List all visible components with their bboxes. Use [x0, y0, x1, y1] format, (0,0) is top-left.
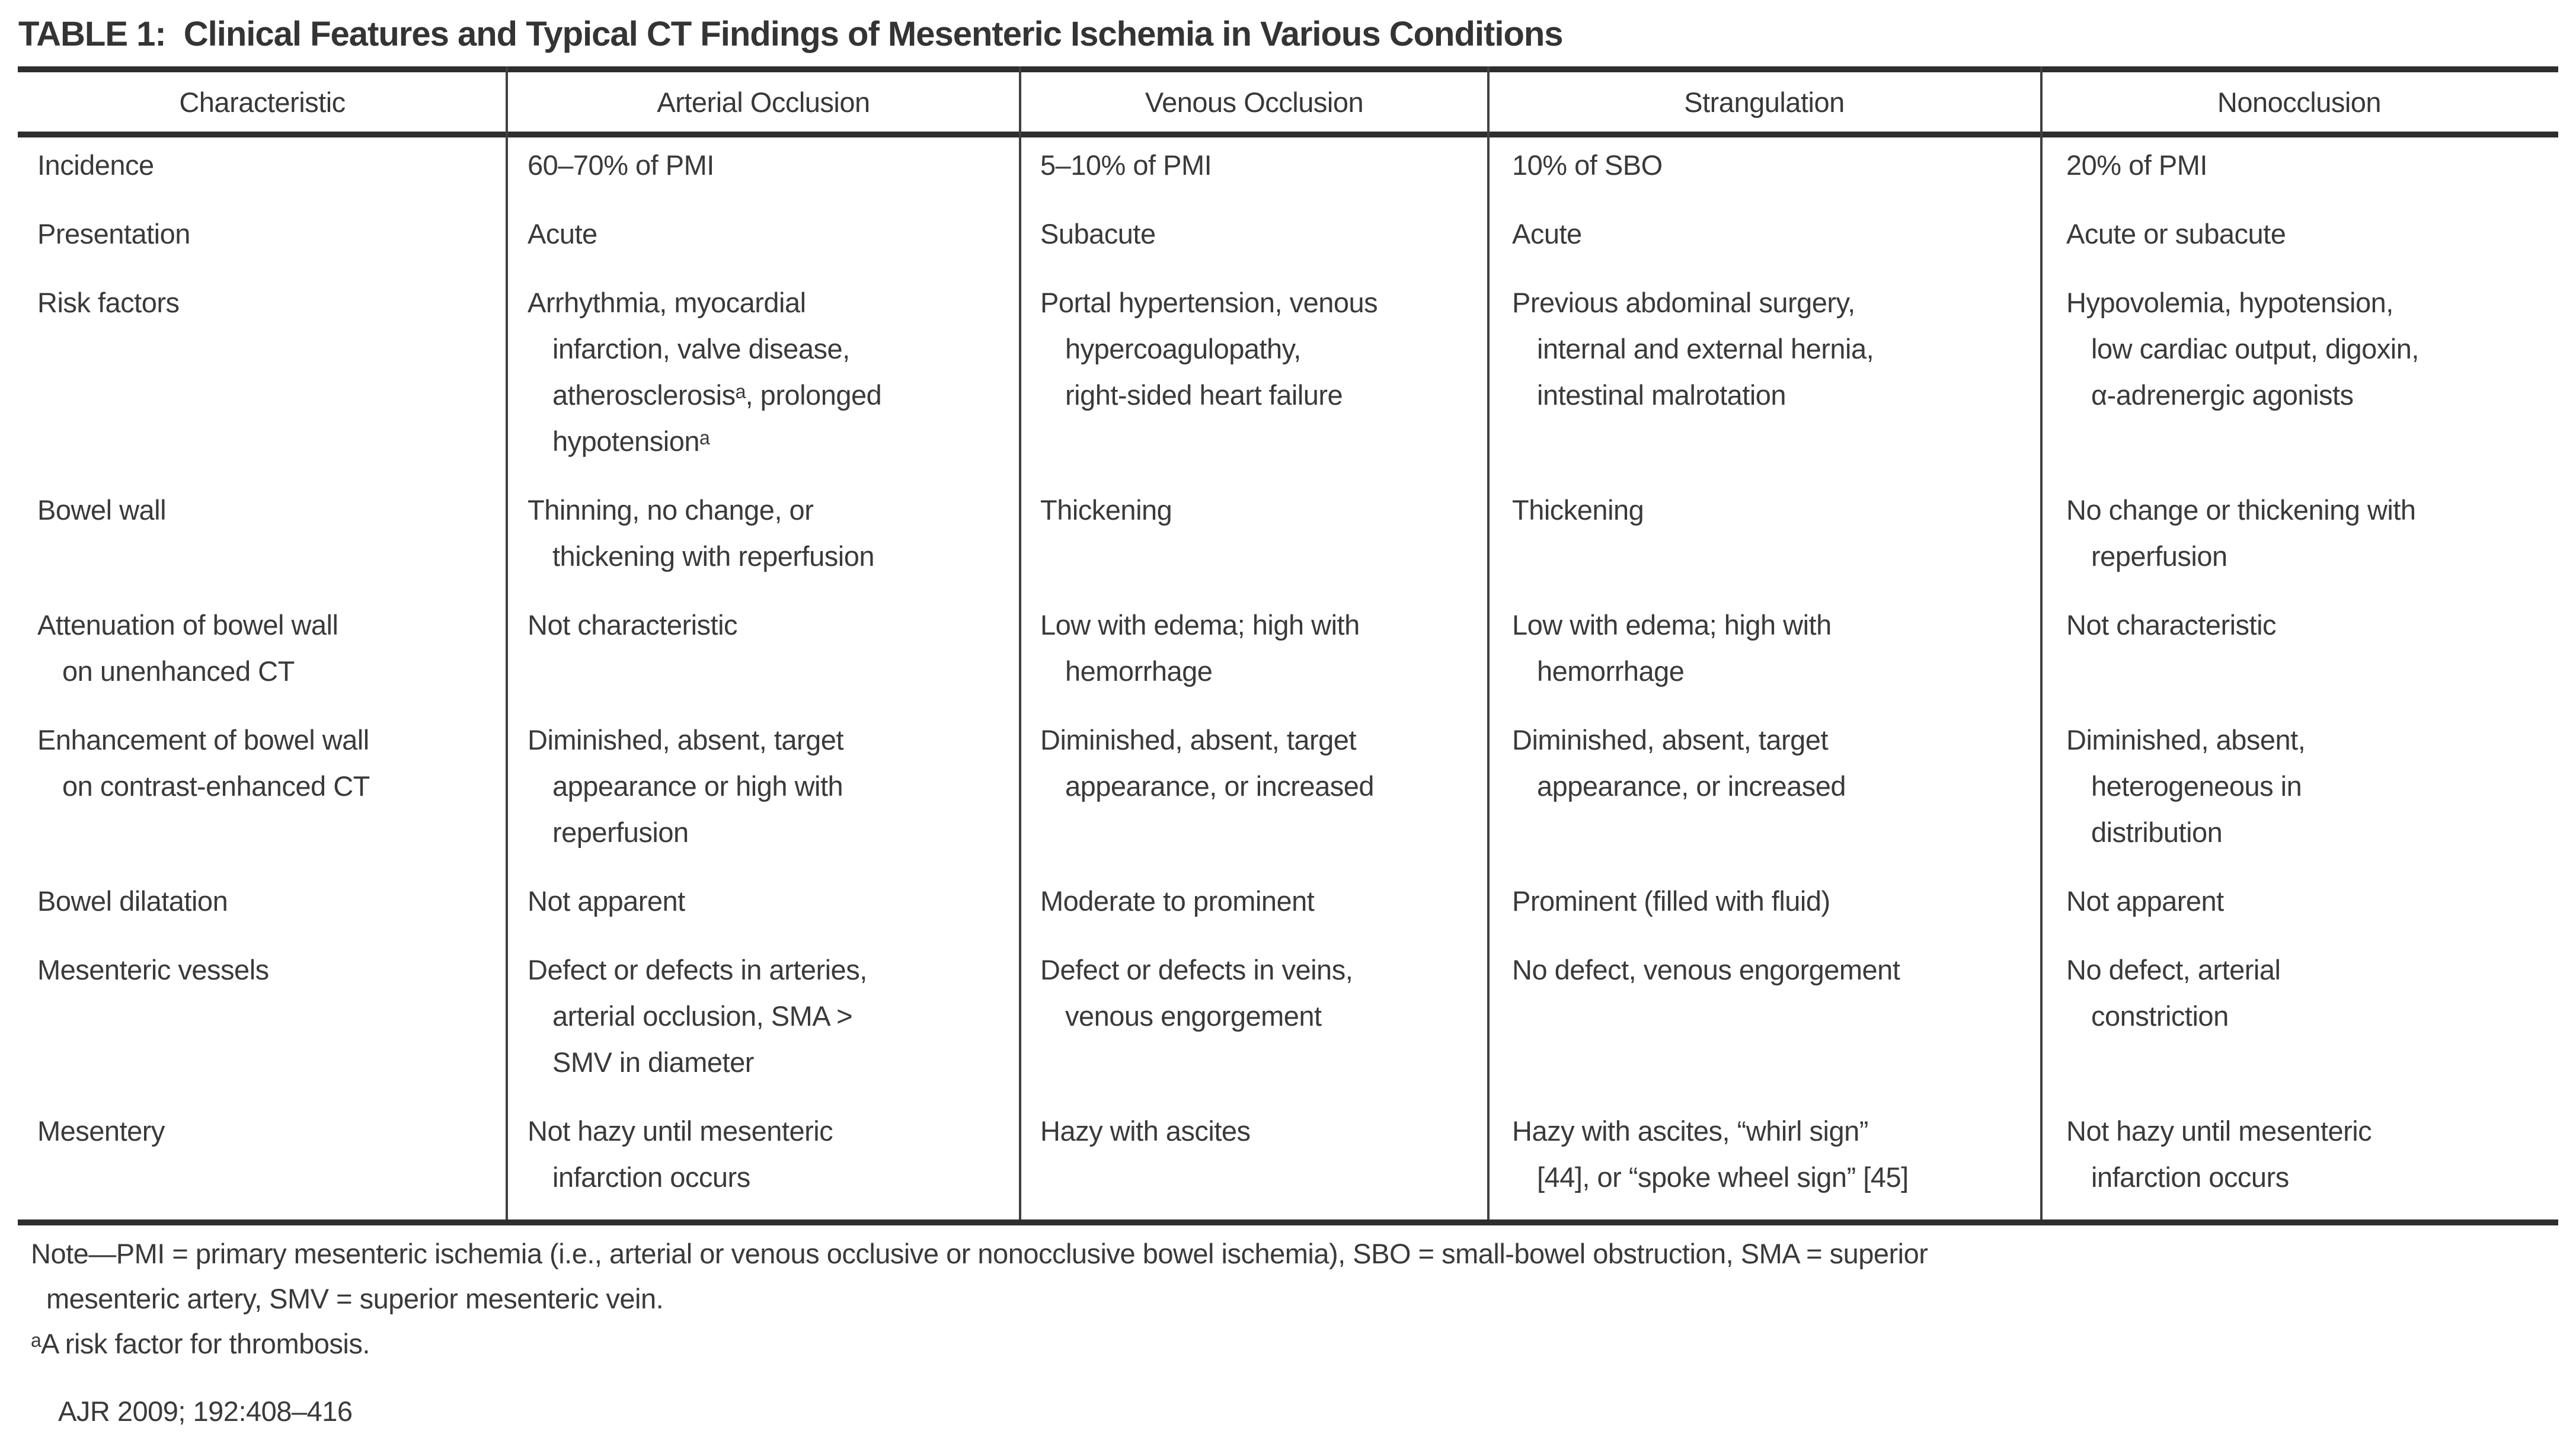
table-header-row [18, 72, 2558, 132]
table-row-mesenteric-vessels [18, 947, 2558, 1086]
table-cell: Moderate to prominent [1040, 885, 1315, 917]
table-cell: 60–70% of PMI [528, 149, 714, 181]
table-title-text: Clinical Features and Typical CT Findings of Mesenteric Ischemia in Various Conditions [183, 15, 1563, 53]
table-cell: 20% of PMI [2066, 149, 2207, 181]
table-cell: Diminished, absent, target appearance, or increased [1512, 724, 1846, 802]
column-header-arterial-occlusion: Arterial Occlusion [657, 86, 870, 118]
table-body [18, 142, 2558, 1223]
table-cell: Thinning, no change, or thickening with reperfusion [528, 494, 874, 572]
table-cell: Not apparent [2066, 885, 2224, 917]
column-header-characteristic: Characteristic [179, 86, 346, 118]
row-label: Mesenteric vessels [37, 954, 269, 985]
table-cell: Low with edema; high with hemorrhage [1512, 609, 1832, 687]
bottom-rule-divider [18, 1219, 2558, 1225]
column-header-strangulation: Strangulation [1684, 86, 1845, 118]
table-row-attenuation [18, 602, 2558, 694]
table-cell: Defect or defects in veins, venous engorgement [1040, 954, 1353, 1032]
table-cell: Arrhythmia, myocardial infarction, valve disease, atherosclerosisᵃ, prolonged hypotensionᵃ [528, 287, 882, 457]
table-cell: Thickening [1040, 494, 1172, 526]
table-cell: Previous abdominal surgery, internal and external hernia, intestinal malrotation [1512, 287, 1874, 411]
table-cell: Acute [528, 218, 597, 249]
table-row-incidence [18, 142, 2558, 188]
table-cell: No defect, venous engorgement [1512, 954, 1900, 985]
table-cell: Thickening [1512, 494, 1644, 526]
top-rule-divider [18, 66, 2558, 72]
column-header-venous-occlusion: Venous Occlusion [1145, 86, 1364, 118]
table-cell: Subacute [1040, 218, 1156, 249]
table-cell: Low with edema; high with hemorrhage [1040, 609, 1360, 687]
table-cell: Not hazy until mesenteric infarction occurs [2066, 1115, 2372, 1193]
table-cell: Diminished, absent, heterogeneous in distribution [2066, 724, 2306, 848]
table-number-label: TABLE 1: [18, 15, 166, 53]
table-cell: Hazy with ascites, “whirl sign” [44], or “spoke wheel sign” [45] [1512, 1115, 1909, 1193]
table-cell: Acute [1512, 218, 1582, 249]
table-cell: No defect, arterial constriction [2066, 954, 2281, 1032]
table-row-risk-factors [18, 280, 2558, 465]
row-label: Attenuation of bowel wall on unenhanced CT [37, 609, 338, 687]
row-label: Bowel dilatation [37, 885, 228, 917]
journal-citation: AJR 2009; 192:408–416 [58, 1395, 353, 1427]
row-label: Presentation [37, 218, 190, 249]
table-row-bowel-dilatation [18, 878, 2558, 924]
row-label: Enhancement of bowel wall on contrast-enhanced CT [37, 724, 370, 802]
table-row-bowel-wall [18, 487, 2558, 580]
table-cell: Not apparent [528, 885, 685, 917]
table-cell: Diminished, absent, target appearance or high with reperfusion [528, 724, 844, 848]
row-label: Mesentery [37, 1115, 165, 1147]
table-cell: Not hazy until mesenteric infarction occurs [528, 1115, 833, 1193]
row-label: Bowel wall [37, 494, 167, 526]
header-rule-divider [18, 132, 2558, 137]
notes-section [31, 1231, 1928, 1434]
table-title [18, 14, 1563, 54]
table-row-presentation [18, 211, 2558, 257]
table-row-mesentery [18, 1108, 2558, 1201]
table-cell: 10% of SBO [1512, 149, 1663, 181]
table-row-enhancement [18, 717, 2558, 856]
table-cell: Defect or defects in arteries, arterial occlusion, SMA > SMV in diameter [528, 954, 867, 1078]
table-cell: Diminished, absent, target appearance, or increased [1040, 724, 1375, 802]
table-cell: No change or thickening with reperfusion [2066, 494, 2416, 572]
row-label: Incidence [37, 149, 154, 181]
table-cell: Hypovolemia, hypotension, low cardiac output, digoxin, α-adrenergic agonists [2066, 287, 2419, 411]
table-cell: 5–10% of PMI [1040, 149, 1212, 181]
table-footnote: ᵃA risk factor for thrombosis. [31, 1328, 370, 1359]
table-cell: Not characteristic [2066, 609, 2277, 641]
row-label: Risk factors [37, 287, 180, 318]
table-cell: Not characteristic [528, 609, 738, 641]
column-header-nonocclusion: Nonocclusion [2217, 86, 2382, 118]
table-note: Note—PMI = primary mesenteric ischemia (i.e., arterial or venous occlusive or nonocclusive bowel ischemia), SBO = small-bowel obstruction, SMA = superior mesenteric artery, SMV = superior mesenteric vein. [31, 1238, 1928, 1314]
table-cell: Prominent (filled with fluid) [1512, 885, 1830, 917]
table-cell: Acute or subacute [2066, 218, 2286, 249]
table-cell: Portal hypertension, venous hypercoagulopathy, right-sided heart failure [1040, 287, 1378, 411]
table-cell: Hazy with ascites [1040, 1115, 1251, 1147]
